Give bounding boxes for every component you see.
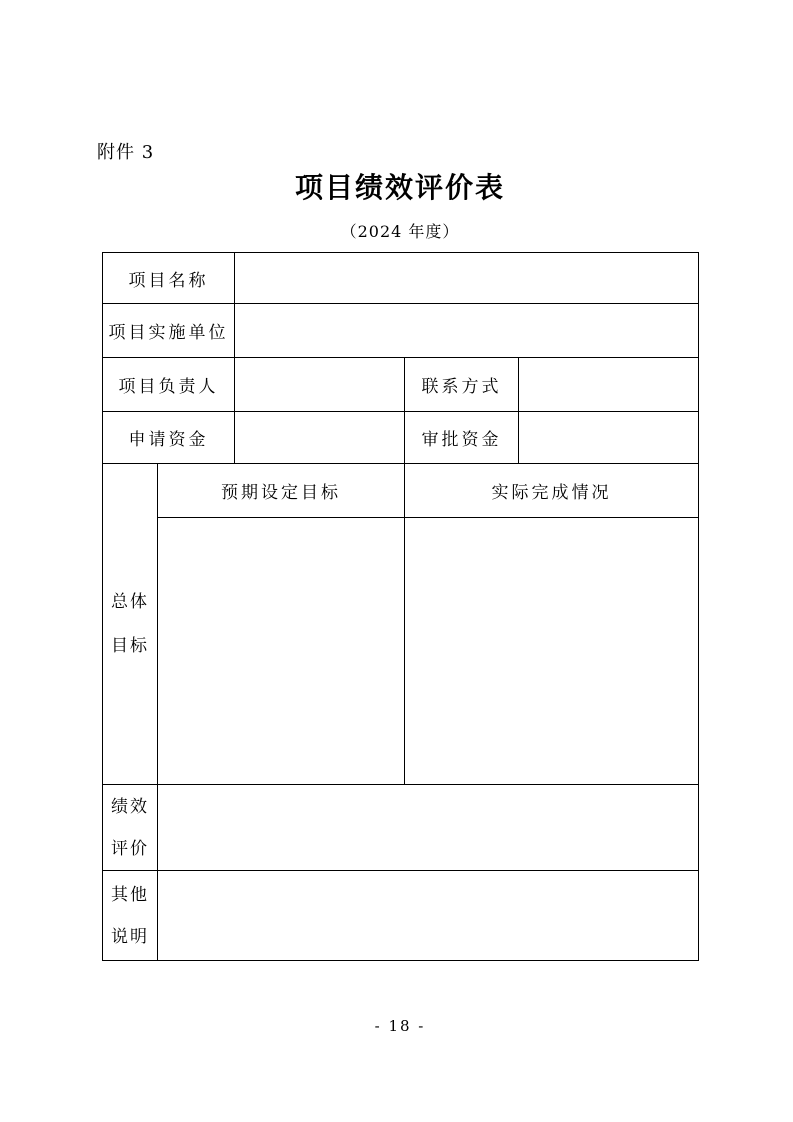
other-notes-value (158, 871, 699, 961)
other-notes-label-line2: 说明 (111, 926, 149, 947)
applied-funds-value (235, 412, 405, 464)
table-row (103, 871, 699, 961)
implementing-unit-label: 项目实施单位 (103, 304, 235, 358)
table-row (103, 464, 699, 518)
other-notes-label (103, 871, 158, 961)
expected-goal-value (158, 518, 405, 785)
performance-evaluation-value (158, 785, 699, 871)
performance-evaluation-label-line1: 绩效 (111, 796, 149, 817)
table-row (103, 358, 699, 412)
actual-completion-header: 实际完成情况 (405, 464, 699, 518)
project-leader-label: 项目负责人 (103, 358, 235, 412)
table-row (103, 412, 699, 464)
contact-method-label: 联系方式 (405, 358, 519, 412)
page-title: 项目绩效评价表 (294, 171, 505, 204)
applied-funds-label: 申请资金 (103, 412, 235, 464)
attachment-label: 附件 3 (97, 142, 155, 163)
actual-completion-value (405, 518, 699, 785)
table-row (103, 304, 699, 358)
contact-method-value (519, 358, 699, 412)
table-row (103, 785, 699, 871)
overall-goal-label-line1: 总体 (111, 592, 149, 612)
page-subtitle: （2024 年度） (340, 222, 460, 241)
performance-evaluation-label (103, 785, 158, 871)
other-notes-label-line1: 其他 (111, 884, 149, 905)
table-row (103, 518, 699, 785)
overall-goal-label (103, 464, 158, 785)
page-number: - 18 - (374, 1017, 426, 1035)
project-name-value (235, 253, 699, 304)
approved-funds-value (519, 412, 699, 464)
expected-goal-header: 预期设定目标 (158, 464, 405, 518)
project-leader-value (235, 358, 405, 412)
table-row (103, 253, 699, 304)
approved-funds-label: 审批资金 (405, 412, 519, 464)
project-name-label: 项目名称 (103, 253, 235, 304)
evaluation-form-table (102, 252, 699, 961)
performance-evaluation-label-line2: 评价 (111, 838, 149, 859)
implementing-unit-value (235, 304, 699, 358)
overall-goal-label-line2: 目标 (111, 636, 149, 656)
